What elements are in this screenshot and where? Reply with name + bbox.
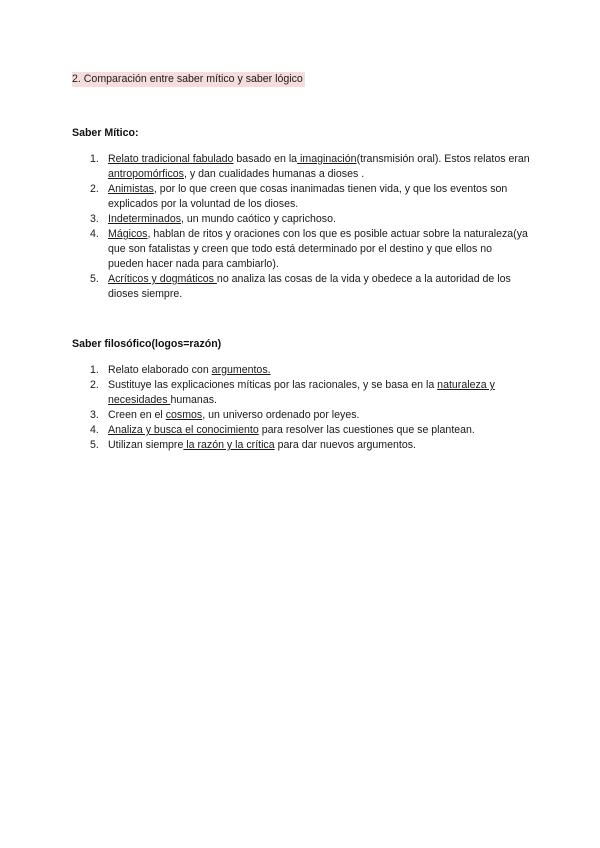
list-item xyxy=(90,212,530,227)
list-item xyxy=(90,423,530,438)
item-text: , un mundo caótico y caprichoso. xyxy=(181,213,336,225)
list-number: 2. xyxy=(90,379,99,391)
list-number: 4. xyxy=(90,228,99,240)
section-heading: 2. Comparación entre saber mítico y saber lógico xyxy=(72,73,303,85)
list-number: 4. xyxy=(90,424,99,436)
underlined-text: Relato tradicional fabulado xyxy=(108,153,234,165)
item-text: basado en la xyxy=(233,153,298,165)
item-text: , un universo ordenado por leyes. xyxy=(202,409,360,421)
item-text: (transmisión oral). Estos relatos eran xyxy=(356,153,530,165)
list-item xyxy=(90,227,530,272)
item-text: Relato elaborado con xyxy=(108,364,212,376)
philosophic-title: Saber filosófico(logos=razón) xyxy=(72,338,222,350)
underlined-text: imaginación xyxy=(297,153,357,165)
mythic-list xyxy=(90,152,530,302)
list-number: 5. xyxy=(90,273,99,285)
underlined-text: Mágicos xyxy=(108,228,148,240)
underlined-text: cosmos xyxy=(165,409,203,421)
list-number: 2. xyxy=(90,183,99,195)
underlined-text: Acríticos y dogmáticos xyxy=(108,273,217,285)
item-text: no analiza las cosas de la vida y obedece a la autoridad de los dioses siempre. xyxy=(108,273,511,300)
item-text: para resolver las cuestiones que se plantean. xyxy=(258,424,475,436)
underlined-text: Analiza y busca el conocimiento xyxy=(108,424,259,436)
underlined-text: la razón y la crítica xyxy=(183,439,275,451)
underlined-text: antropomórficos xyxy=(108,168,184,180)
item-text: humanas. xyxy=(170,394,217,406)
list-number: 1. xyxy=(90,364,99,376)
item-text: Utilizan siempre xyxy=(108,439,184,451)
list-number: 1. xyxy=(90,153,99,165)
list-number: 3. xyxy=(90,409,99,421)
list-number: 5. xyxy=(90,439,99,451)
item-text: Creen en el xyxy=(108,409,166,421)
item-text: , hablan de ritos y oraciones con los que es posible actuar sobre la naturaleza(ya que son fatalistas y creen que todo está determinado por el destino y que ellos no pueden hacer nada para cambiarlo). xyxy=(108,228,528,270)
item-text: , y dan cualidades humanas a dioses . xyxy=(183,168,365,180)
list-number: 3. xyxy=(90,213,99,225)
list-item xyxy=(90,438,530,453)
list-item xyxy=(90,378,530,408)
list-item xyxy=(90,408,530,423)
underlined-text: naturaleza y necesidades xyxy=(108,379,495,406)
list-item xyxy=(90,272,530,302)
underlined-text: Indeterminados xyxy=(108,213,182,225)
list-item xyxy=(90,152,530,182)
mythic-title: Saber Mítico: xyxy=(72,127,139,139)
item-text: , por lo que creen que cosas inanimadas tienen vida, y que los eventos son explicados por la voluntad de los dioses. xyxy=(108,183,508,210)
item-text: Sustituye las explicaciones míticas por las racionales, y se basa en la xyxy=(108,379,438,391)
list-item xyxy=(90,363,530,378)
underlined-text: Animistas xyxy=(108,183,154,195)
philosophic-list xyxy=(90,363,530,453)
underlined-text: argumentos. xyxy=(211,364,271,376)
item-text: para dar nuevos argumentos. xyxy=(274,439,416,451)
list-item xyxy=(90,182,530,212)
